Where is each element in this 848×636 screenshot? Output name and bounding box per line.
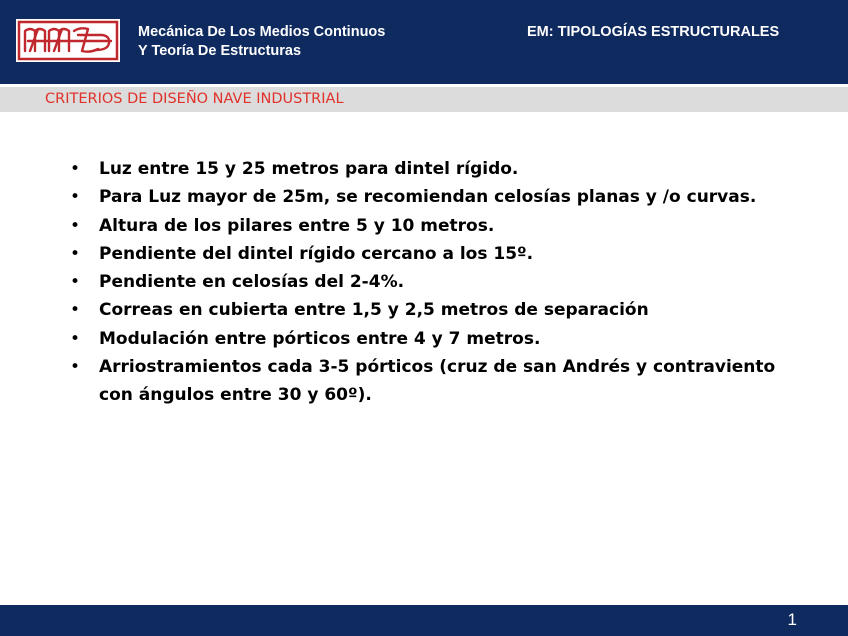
slide-content (70, 155, 810, 410)
bullet-item (70, 325, 810, 353)
bullet-item (70, 240, 810, 268)
bullet-item (70, 183, 810, 211)
bullet-icon: • (70, 187, 81, 208)
bullet-icon: • (70, 328, 81, 349)
bullet-text: Pendiente del dintel rígido cercano a los 15º. (99, 243, 534, 264)
bullet-icon: • (70, 159, 81, 179)
bullet-text: Arriostramientos cada 3-5 pórticos (cruz de san Andrés y contraviento con ángulos entre 30 y 60º). (99, 357, 776, 406)
section-title: EM: TIPOLOGÍAS ESTRUCTURALES (527, 24, 780, 40)
bullet-text: Correas en cubierta entre 1,5 y 2,5 metros de separación (99, 300, 649, 321)
subtitle-bar (0, 87, 848, 112)
bullet-item (70, 155, 810, 183)
logo (16, 19, 120, 62)
bullet-icon: • (70, 243, 81, 264)
bullet-list (70, 155, 810, 410)
slide-footer (0, 605, 848, 636)
bullet-item (70, 353, 810, 410)
bullet-icon: • (70, 300, 81, 321)
bullet-text: Para Luz mayor de 25m, se recomiendan celosías planas y /o curvas. (99, 187, 757, 208)
bullet-text: Pendiente en celosías del 2-4%. (99, 272, 405, 293)
bullet-item (70, 268, 810, 296)
bullet-text: Altura de los pilares entre 5 y 10 metros. (99, 215, 495, 236)
bullet-text: Modulación entre pórticos entre 4 y 7 metros. (99, 328, 541, 349)
course-title-line-2: Y Teoría De Estructuras (138, 43, 302, 59)
bullet-icon: • (70, 357, 81, 378)
mmc-logo-icon (16, 19, 120, 62)
course-title-line-1: Mecánica De Los Medios Continuos (138, 24, 386, 40)
slide-header (0, 0, 848, 84)
bullet-icon: • (70, 215, 81, 236)
bullet-item (70, 296, 810, 324)
bullet-item (70, 212, 810, 240)
page-number: 1 (787, 610, 797, 629)
slide-subtitle: CRITERIOS DE DISEÑO NAVE INDUSTRIAL (45, 91, 344, 107)
bullet-icon: • (70, 272, 81, 293)
bullet-text: Luz entre 15 y 25 metros para dintel rígido. (99, 159, 519, 179)
